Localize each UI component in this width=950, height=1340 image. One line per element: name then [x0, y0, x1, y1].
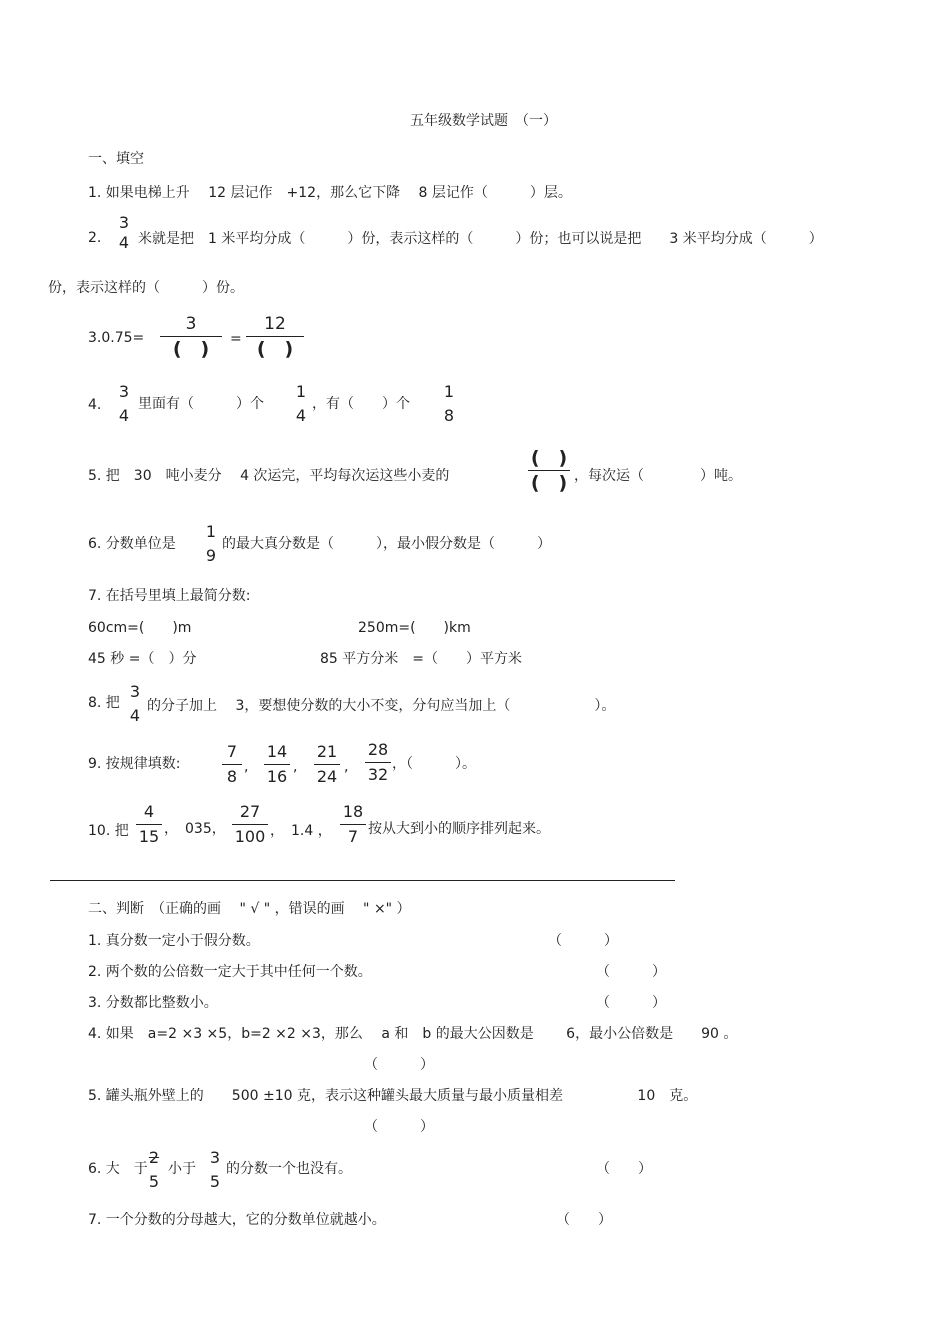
fraction-bar	[160, 336, 222, 337]
numerator: 1	[205, 522, 217, 541]
question-10-prefix: 10. 把	[88, 823, 129, 839]
question-4-text-2: ，有（ ）个	[312, 396, 410, 412]
fraction	[136, 802, 162, 847]
denominator: 16	[266, 767, 288, 786]
numerator: 28	[367, 740, 389, 759]
question-7: 7. 在括号里填上最简分数:	[88, 588, 251, 604]
comma: ,	[244, 759, 249, 775]
numerator: 7	[226, 742, 238, 761]
denominator: ( )	[256, 338, 294, 360]
denominator: 8	[226, 767, 238, 786]
section-heading-fill: 一、填空	[88, 151, 144, 167]
fraction	[232, 802, 268, 847]
numerator: 21	[316, 742, 338, 761]
question-6-prefix: 6. 分数单位是	[88, 536, 176, 552]
equals-sign: =	[230, 331, 242, 347]
judge-3: 3. 分数都比整数小。	[88, 995, 218, 1011]
fraction	[246, 314, 304, 359]
numerator: 3	[118, 382, 130, 401]
question-4-text-1: 里面有（ ）个	[138, 396, 264, 412]
fraction	[264, 742, 290, 787]
denominator: 24	[316, 767, 338, 786]
question-6-text: 的最大真分数是（ ），最小假分数是（ ）	[222, 536, 551, 552]
denominator: 4	[295, 406, 307, 425]
question-7-d: 85 平方分米 =（ ）平方米	[320, 651, 522, 667]
denominator: 4	[129, 706, 141, 725]
numerator: 14	[266, 742, 288, 761]
numerator: 3	[185, 314, 197, 334]
judge-1: 1. 真分数一定小于假分数。	[88, 933, 260, 949]
fraction	[126, 682, 144, 726]
fraction-bar	[232, 824, 268, 825]
judge-6-mid: 小于	[168, 1161, 196, 1177]
fraction-bar	[246, 336, 304, 337]
judge-4: 4. 如果 a=2 ×3 ×5，b=2 ×2 ×3，那么 a 和 b 的最大公因数是 6，最小公倍数是 90 。	[88, 1026, 738, 1042]
judge-2: 2. 两个数的公倍数一定大于其中任何一个数。	[88, 964, 372, 980]
question-3-prefix: 3.0.75=	[88, 330, 145, 346]
denominator: 100	[234, 827, 266, 846]
denominator: 8	[443, 406, 455, 425]
numerator: 2	[148, 1148, 160, 1167]
fraction	[160, 314, 222, 359]
fraction	[440, 382, 458, 426]
numerator: 3	[129, 682, 141, 701]
question-9-prefix: 9. 按规律填数:	[88, 756, 181, 772]
fraction-bar	[528, 470, 570, 471]
denominator: 5	[209, 1172, 221, 1191]
fraction-bar	[365, 762, 391, 763]
numerator: 1	[295, 382, 307, 401]
question-1: 1. 如果电梯上升 12 层记作 +12，那么它下降 8 层记作（ ）层。	[88, 185, 572, 201]
denominator: 4	[118, 406, 130, 425]
denominator: 5	[148, 1172, 160, 1191]
numerator: 12	[264, 314, 286, 334]
fraction	[365, 740, 391, 785]
denominator: ( )	[530, 472, 568, 494]
fraction-bar	[136, 824, 162, 825]
question-2-line2: 份，表示这样的（ ）份。	[48, 280, 244, 296]
judge-5-answer: （ ）	[364, 1119, 434, 1135]
fraction-bar	[222, 764, 242, 765]
judge-5: 5. 罐头瓶外壁上的 500 ±10 克，表示这种罐头最大质量与最小质量相差 10 克。	[88, 1088, 698, 1104]
judge-7: 7. 一个分数的分母越大，它的分数单位就越小。	[88, 1212, 386, 1228]
judge-7-answer: （ ）	[556, 1212, 612, 1228]
fraction	[314, 742, 340, 787]
numerator: 18	[342, 802, 364, 821]
fraction-bar	[314, 764, 340, 765]
numerator: ( )	[530, 447, 568, 469]
judge-6-text: 的分数一个也没有。	[226, 1161, 352, 1177]
question-7-b: 250m=( )km	[358, 620, 471, 636]
fraction	[115, 382, 133, 426]
question-10-text-2: ， 1.4 ，	[270, 823, 332, 839]
fraction	[524, 448, 574, 493]
fraction-bar	[340, 824, 366, 825]
comma: ,	[344, 759, 349, 775]
question-5-text: 5. 把 30 吨小麦分 4 次运完，平均每次运这些小麦的	[88, 468, 450, 484]
fraction	[206, 1148, 224, 1192]
comma: ,	[293, 759, 298, 775]
fraction	[145, 1148, 163, 1192]
numerator: 3	[118, 213, 130, 232]
judge-4-answer: （ ）	[364, 1057, 434, 1073]
judge-6-answer: （ ）	[596, 1161, 652, 1177]
question-10-tail: 按从大到小的顺序排列起来。	[368, 821, 550, 837]
denominator: 4	[118, 233, 130, 252]
question-2-prefix: 2.	[88, 230, 102, 246]
section-divider	[50, 880, 675, 881]
judge-6-prefix: 6. 大 于	[88, 1161, 148, 1177]
judge-2-answer: （ ）	[596, 964, 666, 980]
denominator: 9	[205, 546, 217, 565]
numerator: 27	[239, 802, 261, 821]
fraction	[222, 742, 242, 787]
fraction	[340, 802, 366, 847]
judge-1-answer: （ ）	[548, 933, 618, 949]
question-7-a: 60cm=( )m	[88, 620, 192, 636]
numerator: 4	[143, 802, 155, 821]
question-8-text: 的分子加上 3，要想使分数的大小不变，分句应当加上（ ）。	[147, 698, 616, 714]
fraction	[202, 522, 220, 566]
section-heading-judge: 二、判断 （正确的画 " √ " ，错误的画 " ×" ）	[88, 901, 411, 917]
page-title: 五年级数学试题 （一）	[410, 113, 557, 129]
numerator: 3	[209, 1148, 221, 1167]
fraction	[292, 382, 310, 426]
fraction-bar	[264, 764, 290, 765]
judge-3-answer: （ ）	[596, 995, 666, 1011]
denominator: 15	[138, 827, 160, 846]
numerator: 1	[443, 382, 455, 401]
question-10-text-1: ， 035，	[164, 821, 226, 837]
question-5-tail: ，每次运（ ）吨。	[574, 468, 742, 484]
denominator: 7	[347, 827, 359, 846]
question-4-prefix: 4.	[88, 397, 102, 413]
question-2-text: 米就是把 1 米平均分成（ ）份，表示这样的（ ）份；也可以说是把 3 米平均分成（ ）	[138, 231, 823, 247]
question-7-c: 45 秒 =（ ）分	[88, 651, 197, 667]
question-8-prefix: 8. 把	[88, 695, 120, 711]
denominator: 32	[367, 765, 389, 784]
denominator: ( )	[172, 338, 210, 360]
fraction	[115, 213, 133, 253]
question-9-tail: ，（ ）。	[392, 756, 476, 772]
